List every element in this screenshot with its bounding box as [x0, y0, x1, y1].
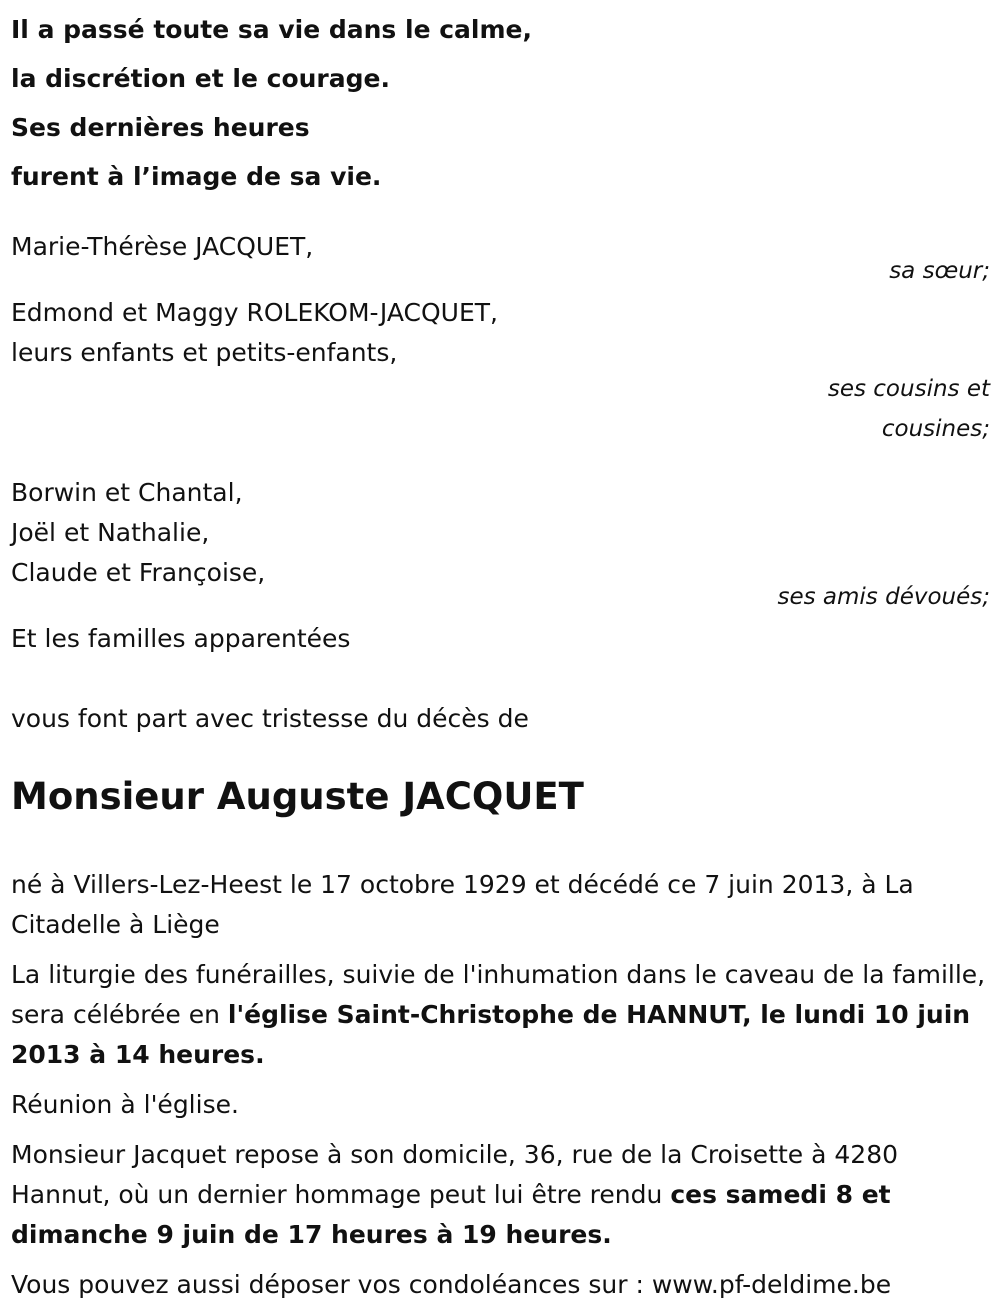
family-relation-line: cousines; — [881, 416, 990, 442]
obituary-page — [0, 5, 1000, 1299]
family-name: Claude et Françoise, — [11, 558, 266, 587]
spacer — [11, 449, 990, 473]
liturgy-paragraph — [11, 955, 990, 1075]
family-relation-line: ses cousins et — [827, 376, 990, 402]
viewing-text: Monsieur Jacquet repose à son domicile, 36, rue de la Croisette à 4280 Hannut, où un dernier hommage peut lui être rendu — [11, 1140, 899, 1209]
family-name: Joël et Nathalie, — [11, 518, 210, 547]
family-relation: ses amis dévoués; — [777, 584, 990, 610]
viewing-paragraph — [11, 1135, 990, 1255]
reunion-paragraph: Réunion à l'église. — [11, 1090, 239, 1119]
family-name: leurs enfants et petits-enfants, — [11, 338, 398, 367]
related-families: Et les familles apparentées — [11, 624, 351, 653]
family-group-friends — [11, 473, 990, 617]
family-name: Marie-Thérèse JACQUET, — [11, 232, 314, 261]
epitaph-line: Ses dernières heures — [11, 113, 310, 142]
deceased-name: Monsieur Auguste JACQUET — [11, 775, 584, 818]
epitaph-line: la discrétion et le courage. — [11, 64, 390, 93]
family-name: Borwin et Chantal, — [11, 478, 243, 507]
epitaph-line: Il a passé toute sa vie dans le calme, — [11, 15, 532, 44]
family-relation: sa sœur; — [889, 258, 990, 284]
announcement: vous font part avec tristesse du décès de — [11, 704, 529, 733]
epitaph — [11, 5, 990, 201]
family-relation — [11, 369, 990, 449]
family-group-cousins — [11, 293, 990, 449]
condolences-paragraph: Vous pouvez aussi déposer vos condoléances sur : www.pf-deldime.be — [11, 1270, 892, 1299]
liturgy-location-time: l'église Saint-Christophe de HANNUT, le lundi 10 juin 2013 à 14 heures. — [11, 1000, 971, 1069]
liturgy-text: La liturgie des funérailles, suivie de l'inhumation dans le caveau de la famille, sera célébrée en — [11, 960, 986, 1029]
family-list — [11, 227, 990, 659]
family-group-sister — [11, 227, 990, 291]
epitaph-line: furent à l’image de sa vie. — [11, 162, 382, 191]
birth-death-paragraph: né à Villers-Lez-Heest le 17 octobre 1929 et décédé ce 7 juin 2013, à La Citadelle à Liège — [11, 870, 914, 939]
viewing-times: ces samedi 8 et dimanche 9 juin de 17 heures à 19 heures. — [11, 1180, 891, 1249]
family-name: Edmond et Maggy ROLEKOM-JACQUET, — [11, 298, 498, 327]
